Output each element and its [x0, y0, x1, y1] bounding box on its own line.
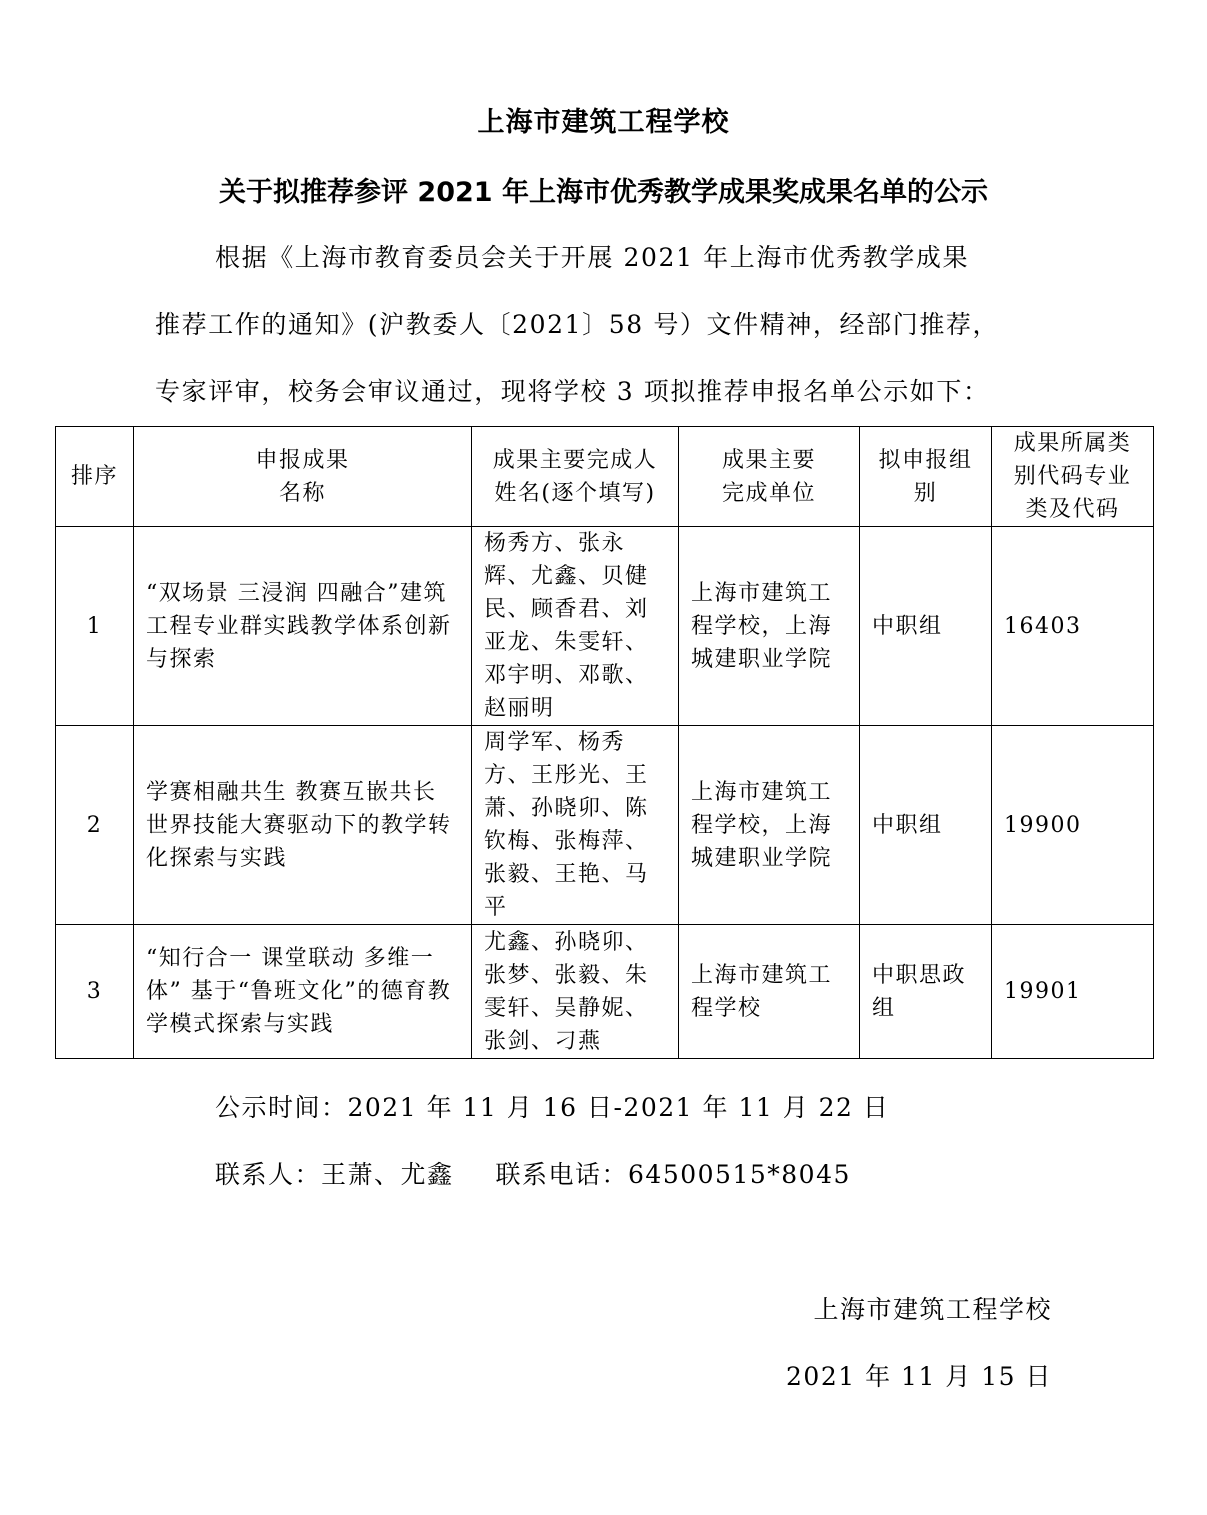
contact-line — [215, 1155, 851, 1191]
cell-order: 3 — [56, 925, 134, 1059]
cell-persons: 周学军、杨秀方、王彤光、王萧、孙晓卯、陈钦梅、张梅萍、张毅、王艳、马平 — [472, 726, 679, 925]
intro-line-3: 专家评审，校务会审议通过，现将学校 3 项拟推荐申报名单公示如下： — [155, 377, 990, 406]
cell-group: 中职组 — [860, 527, 992, 726]
school-title: 上海市建筑工程学校 — [477, 107, 730, 138]
cell-order: 2 — [56, 726, 134, 925]
header-persons: 成果主要完成人 姓名(逐个填写) — [472, 427, 679, 527]
table-header-row — [56, 427, 1154, 527]
cell-unit: 上海市建筑工程学校 — [679, 925, 860, 1059]
cell-unit: 上海市建筑工程学校，上海城建职业学院 — [679, 726, 860, 925]
contact-person: 联系人：王萧、尤鑫 — [215, 1160, 454, 1189]
cell-code: 19901 — [992, 925, 1154, 1059]
table-row — [56, 726, 1154, 925]
cell-order: 1 — [56, 527, 134, 726]
cell-group: 中职组 — [860, 726, 992, 925]
cell-group: 中职思政组 — [860, 925, 992, 1059]
header-name: 申报成果 名称 — [134, 427, 472, 527]
cell-name: “知行合一 课堂联动 多维一体” 基于“鲁班文化”的德育教学模式探索与实践 — [134, 925, 472, 1059]
cell-name: 学赛相融共生 教赛互嵌共长 世界技能大赛驱动下的教学转化探索与实践 — [134, 726, 472, 925]
header-group: 拟申报组 别 — [860, 427, 992, 527]
cell-name: “双场景 三浸润 四融合”建筑工程专业群实践教学体系创新与探索 — [134, 527, 472, 726]
signature-school: 上海市建筑工程学校 — [813, 1295, 1052, 1324]
cell-unit: 上海市建筑工程学校，上海城建职业学院 — [679, 527, 860, 726]
intro-line-1: 根据《上海市教育委员会关于开展 2021 年上海市优秀教学成果 — [215, 243, 970, 272]
notice-title: 关于拟推荐参评 2021 年上海市优秀教学成果奖成果名单的公示 — [219, 177, 988, 208]
intro-line-2: 推荐工作的通知》(沪教委人〔2021〕58 号）文件精神，经部门推荐， — [155, 310, 1000, 339]
table-row — [56, 527, 1154, 726]
notice-period: 公示时间：2021 年 11 月 16 日-2021 年 11 月 22 日 — [215, 1093, 890, 1122]
cell-persons: 杨秀方、张永辉、尤鑫、贝健民、顾香君、刘亚龙、朱雯轩、邓宇明、邓歌、赵丽明 — [472, 527, 679, 726]
contact-phone: 联系电话：64500515*8045 — [495, 1160, 851, 1189]
nomination-table — [55, 426, 1154, 1059]
cell-code: 16403 — [992, 527, 1154, 726]
table-row — [56, 925, 1154, 1059]
cell-code: 19900 — [992, 726, 1154, 925]
header-unit: 成果主要 完成单位 — [679, 427, 860, 527]
header-order: 排序 — [56, 427, 134, 527]
header-code: 成果所属类 别代码专业 类及代码 — [992, 427, 1154, 527]
cell-persons: 尤鑫、孙晓卯、张梦、张毅、朱雯轩、吴静妮、张剑、刁燕 — [472, 925, 679, 1059]
signature-date: 2021 年 11 月 15 日 — [786, 1362, 1052, 1391]
